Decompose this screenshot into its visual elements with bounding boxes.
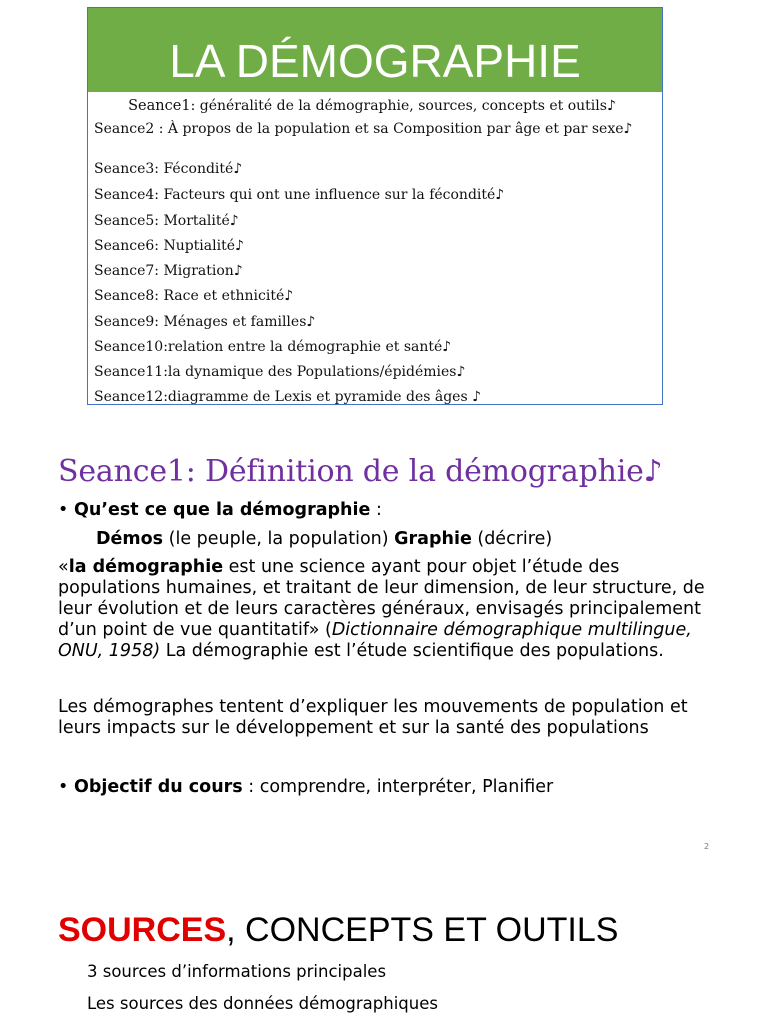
impact-paragraph: Les démographes tentent d’expliquer les mouvements de population et leurs impacts sur le développement et sur la santé des populations	[58, 697, 688, 738]
sources-line-1: 3 sources d’informations principales	[87, 962, 387, 981]
session-item-12	[94, 389, 656, 405]
definition-paragraph	[58, 557, 718, 662]
session-text: : généralité de la démographie, sources, concepts et outils♪	[190, 98, 616, 114]
session-text: : Race et ethnicité♪	[154, 288, 294, 304]
title-band	[88, 8, 662, 92]
session-text: : Facteurs qui ont une influence sur la fécondité♪	[154, 187, 505, 203]
sources-line-2: Les sources des données démographiques	[87, 994, 438, 1013]
session-item-2	[94, 121, 656, 138]
session-item-8	[94, 288, 656, 305]
session-label: Seance7	[94, 263, 155, 279]
sources-title-red: SOURCES	[58, 911, 227, 949]
def-citation: Dictionnaire démographique multilingue, ONU, 1958)	[58, 620, 692, 661]
session-item-7	[94, 263, 656, 280]
session-label: Seance6	[94, 238, 155, 254]
demos-rest: (le peuple, la population)	[163, 529, 395, 549]
def-bold: la démographie	[68, 557, 224, 577]
graphie-rest: (décrire)	[471, 529, 553, 549]
def-open: «	[58, 557, 69, 577]
graphie-bold: Graphie	[394, 529, 472, 549]
objective-line	[58, 777, 553, 798]
session-label: Seance10	[94, 339, 164, 355]
session-text: :diagramme de Lexis et pyramide des âges ♪	[163, 389, 482, 405]
session-text: : À propos de la population et sa Composition par âge et par sexe♪	[154, 121, 633, 137]
page-title: LA DÉMOGRAPHIE	[169, 35, 581, 87]
session-text: : Fécondité♪	[154, 161, 243, 177]
bullet-icon: •	[58, 500, 69, 520]
page-number: 2	[704, 842, 710, 851]
etymology-line	[96, 529, 552, 550]
session-label: Seance12	[94, 389, 164, 405]
session-text: :la dynamique des Populations/épidémies♪	[163, 364, 466, 380]
session-label: Seance2	[94, 121, 155, 137]
session-text: : Nuptialité♪	[154, 238, 244, 254]
session-label: Seance1	[128, 98, 191, 114]
session-item-10	[94, 339, 656, 356]
sources-title-rest: , CONCEPTS ET OUTILS	[226, 911, 619, 949]
objective-rest: : comprendre, interpréter, Planifier	[242, 777, 554, 797]
demos-bold: Démos	[96, 529, 164, 549]
session-text: : Ménages et familles♪	[154, 314, 316, 330]
session-item-11	[94, 364, 656, 381]
session-label: Seance8	[94, 288, 155, 304]
objective-bold: Objectif du cours	[74, 777, 243, 797]
session-text: : Mortalité♪	[154, 213, 239, 229]
def-text: est une science ayant pour objet l’étude des populations humaines, et traitant de leur dimension, de leur structure, de leur évolution et de leurs caractères généraux, envisagés principalement d’un point de vue quantitatif» (	[58, 557, 705, 640]
session-item-1	[88, 98, 656, 115]
session-item-6	[94, 238, 656, 255]
session-item-5	[94, 213, 656, 230]
session-label: Seance5	[94, 213, 155, 229]
title-slide-box	[87, 7, 663, 405]
section1-title: Seance1: Définition de la démographie♪	[58, 454, 663, 489]
session-label: Seance3	[94, 161, 155, 177]
session-item-9	[94, 314, 656, 331]
question-rest: :	[370, 500, 382, 520]
session-item-4	[94, 187, 656, 204]
session-label: Seance4	[94, 187, 155, 203]
question-bold: Qu’est ce que la démographie	[74, 500, 371, 520]
session-text: : Migration♪	[154, 263, 243, 279]
def-tail: La démographie est l’étude scientifique des populations.	[160, 641, 664, 661]
session-text: :relation entre la démographie et santé♪	[163, 339, 452, 355]
session-item-3	[94, 161, 656, 178]
bullet-icon: •	[58, 777, 69, 797]
question-line	[58, 500, 382, 521]
sources-title	[58, 910, 618, 950]
session-label: Seance11	[94, 364, 164, 380]
session-label: Seance9	[94, 314, 155, 330]
